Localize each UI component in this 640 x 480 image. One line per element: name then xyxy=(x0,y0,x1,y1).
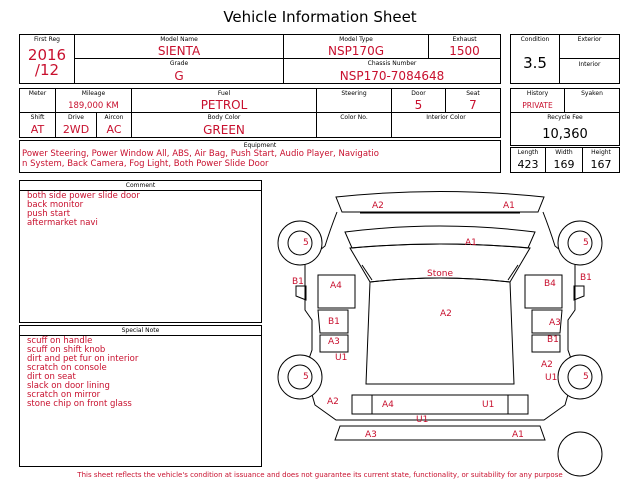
meter-label: Meter xyxy=(28,90,47,97)
grade-value: G xyxy=(174,69,184,83)
first-reg-year: 2016 xyxy=(27,46,67,64)
syaken-label: Syaken xyxy=(581,90,603,97)
model-name-label: Model Name xyxy=(160,36,198,43)
mark-right-lower: U1 xyxy=(545,373,558,383)
color-no-label: Color No. xyxy=(340,114,368,121)
interior-color-label: Interior Color xyxy=(426,114,466,121)
special-note-line: scuff on handle xyxy=(27,336,93,346)
aircon-label: Aircon xyxy=(104,114,124,121)
mark-rear-bumper-left: A4 xyxy=(382,400,394,410)
mileage-label: Mileage xyxy=(81,90,106,97)
drive-label: Drive xyxy=(68,114,84,121)
aircon-value: AC xyxy=(106,123,122,136)
comment-line: back monitor xyxy=(27,200,84,210)
special-note-line: dirt and pet fur on interior xyxy=(27,354,139,364)
shift-value: AT xyxy=(30,123,45,136)
comment-line: aftermarket navi xyxy=(27,218,98,228)
mark-hood: A1 xyxy=(465,238,477,248)
mark-front-right: A1 xyxy=(503,201,515,211)
body-color-label: Body Color xyxy=(207,114,241,121)
mark-left-pillar: B1 xyxy=(292,277,304,287)
special-note-line: stone chip on front glass xyxy=(27,399,132,409)
width-value: 169 xyxy=(553,158,575,171)
shift-label: Shift xyxy=(30,114,45,121)
exterior-label: Exterior xyxy=(577,36,602,43)
body-color-value: GREEN xyxy=(203,123,245,137)
comment-line: push start xyxy=(27,209,71,219)
equipment-line-2: n System, Back Camera, Fog Light, Both Power Slide Door xyxy=(22,159,269,169)
mark-rear-left: A3 xyxy=(365,430,377,440)
seat-value: 7 xyxy=(469,98,477,112)
history-value: PRIVATE xyxy=(522,101,553,110)
chassis-number-label: Chassis Number xyxy=(367,60,417,67)
equipment-line-1: Power Steering, Power Window All, ABS, Air Bag, Push Start, Audio Player, Navigatio xyxy=(22,149,379,159)
exhaust-value: 1500 xyxy=(449,44,480,58)
page-title: Vehicle Information Sheet xyxy=(223,8,417,26)
comment-line: both side power slide door xyxy=(27,191,140,201)
history-label: History xyxy=(526,90,549,97)
special-note-line: scratch on mirror xyxy=(27,390,101,400)
interior-label: Interior xyxy=(578,61,601,68)
mark-rear-bumper-right: U1 xyxy=(482,400,495,410)
length-value: 423 xyxy=(517,158,539,171)
fuel-label: Fuel xyxy=(217,90,231,97)
mark-right-slide-door: A3 xyxy=(549,318,561,328)
fuel-value: PETROL xyxy=(200,98,248,112)
first-reg-month: /12 xyxy=(34,61,60,79)
special-note-label: Special Note xyxy=(20,327,261,336)
mark-wheel-rr: 5 xyxy=(583,372,589,382)
model-name-value: SIENTA xyxy=(157,44,201,58)
recycle-fee-label: Recycle Fee xyxy=(547,114,583,121)
seat-label: Seat xyxy=(466,90,480,97)
recycle-fee-value: 10,360 xyxy=(542,127,588,142)
special-note-line: slack on door lining xyxy=(27,381,110,391)
door-label: Door xyxy=(411,90,426,97)
special-note-line: scratch on console xyxy=(27,363,107,373)
mark-left-front-door: A4 xyxy=(330,281,342,291)
model-type-label: Model Type xyxy=(339,36,373,43)
mark-left-rocker: A3 xyxy=(328,337,340,347)
height-label: Height xyxy=(591,149,611,156)
door-value: 5 xyxy=(414,98,423,112)
mark-right-quarter: A2 xyxy=(541,360,553,370)
mark-roof: A2 xyxy=(440,309,452,319)
condition-value: 3.5 xyxy=(523,54,547,72)
mark-wheel-fr: 5 xyxy=(583,238,589,248)
equipment-label: Equipment xyxy=(243,142,277,149)
first-reg-label: First Reg xyxy=(34,36,60,43)
grade-label: Grade xyxy=(169,60,189,67)
comment-label: Comment xyxy=(20,182,261,191)
mark-wheel-rl: 5 xyxy=(303,372,309,382)
steering-label: Steering xyxy=(341,90,367,97)
drive-value: 2WD xyxy=(62,123,90,136)
height-value: 167 xyxy=(590,158,612,171)
mark-right-pillar: B1 xyxy=(580,273,592,283)
exhaust-label: Exhaust xyxy=(452,36,477,43)
length-label: Length xyxy=(517,149,539,156)
mark-rear-right: A1 xyxy=(512,430,524,440)
special-note-line: dirt on seat xyxy=(27,372,76,382)
model-type-value: NSP170G xyxy=(327,44,385,58)
mark-wheel-fl: 5 xyxy=(303,238,309,248)
mark-front-left: A2 xyxy=(372,201,384,211)
chassis-number-value: NSP170-7084648 xyxy=(339,69,445,83)
mileage-value: 189,000 KM xyxy=(68,101,119,111)
mark-left-slide-door: B1 xyxy=(328,317,340,327)
width-label: Width xyxy=(555,149,573,156)
mark-right-rocker: B1 xyxy=(547,335,559,345)
mark-windshield: Stone xyxy=(427,269,453,279)
condition-label: Condition xyxy=(520,36,550,43)
special-note-line: scuff on shift knob xyxy=(27,345,106,355)
mark-right-front-door: B4 xyxy=(544,279,556,289)
mark-left-quarter: A2 xyxy=(327,397,339,407)
disclaimer-footer: This sheet reflects the vehicle's condition at issuance and does not guarantee its current state, functionality, or suitability for any purpose xyxy=(77,471,563,479)
mark-tailgate: U1 xyxy=(416,415,429,425)
mark-left-lower: U1 xyxy=(335,353,348,363)
